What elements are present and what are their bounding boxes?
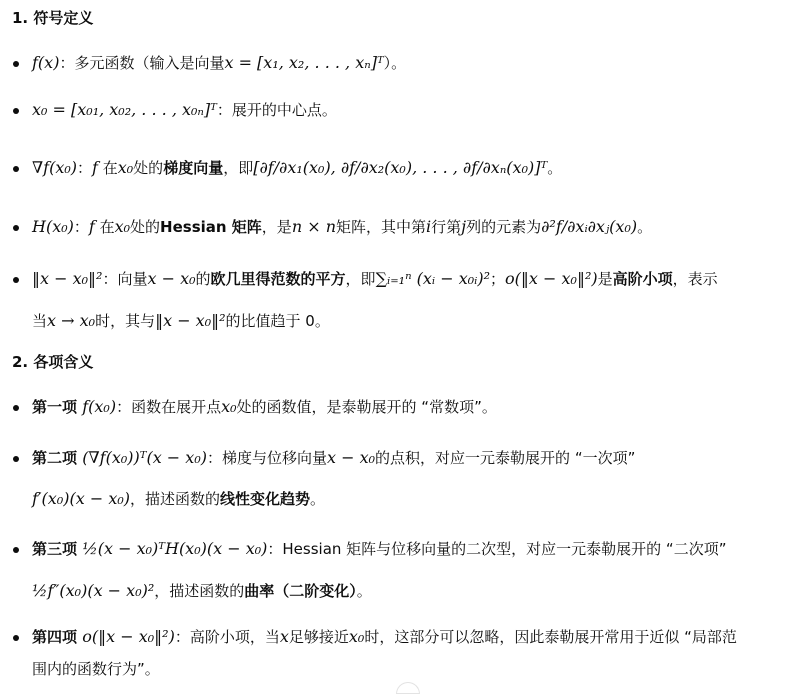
bullet-dot <box>13 225 19 231</box>
text-run: 的点积，对应一元泰勒展开的 “一次项” <box>375 449 636 467</box>
text-run: ：高阶小项，当 <box>174 628 280 646</box>
text-run: ： <box>77 159 93 177</box>
math-expression: i <box>426 217 432 236</box>
bullet-dot <box>13 456 19 462</box>
text-run: ，描述函数的 <box>154 582 245 600</box>
math-expression: ½f″(x₀)(x − x₀)² <box>32 581 155 600</box>
math-expression: n × n <box>291 217 336 236</box>
bullet-dot <box>13 277 19 283</box>
bold-term: Hessian 矩阵 <box>160 218 262 236</box>
math-expression: x₀ <box>221 397 237 416</box>
list-item-line <box>32 396 497 418</box>
text-run: 矩阵，其中第 <box>336 218 427 236</box>
text-run: ，是 <box>261 218 292 236</box>
text-run: ，即 <box>223 159 254 177</box>
text-run: ：函数在展开点 <box>116 398 222 416</box>
math-expression: x → x₀ <box>47 311 96 330</box>
math-expression: f(x₀) <box>82 397 117 416</box>
text-run: 。 <box>310 490 326 508</box>
text-run: 在 <box>94 218 115 236</box>
bullet-dot <box>13 166 19 172</box>
math-expression: f′(x₀)(x − x₀) <box>32 489 130 508</box>
math-expression: x₀ <box>114 217 131 236</box>
math-expression: x = [x₁, x₂, . . . , xₙ]ᵀ <box>224 53 384 72</box>
math-expression: f(x) <box>32 53 60 72</box>
math-expression: (∇f(x₀))ᵀ(x − x₀) <box>82 448 207 467</box>
list-item-line <box>32 626 737 648</box>
math-expression: H(x₀) <box>32 217 74 236</box>
scroll-down-button[interactable] <box>396 682 420 694</box>
text-run: 行第 <box>431 218 462 236</box>
bold-term: 梯度向量 <box>163 159 224 177</box>
text-run: ：多元函数（输入是向量 <box>59 54 225 72</box>
text-run: 在 <box>97 159 118 177</box>
section-heading: 1. 符号定义 <box>12 9 94 27</box>
text-run: 当 <box>32 312 48 330</box>
list-item-line <box>32 580 372 602</box>
math-expression: o(‖x − x₀‖²) <box>82 627 175 646</box>
section-heading: 2. 各项含义 <box>12 353 94 371</box>
list-item-line <box>32 538 726 560</box>
math-expression: ∑ᵢ₌₁ⁿ (xᵢ − x₀ᵢ)² <box>375 269 491 288</box>
math-expression: ½(x − x₀)ᵀH(x₀)(x − x₀) <box>82 539 268 558</box>
text-run: ，表示 <box>672 270 718 288</box>
text-run: ： <box>73 218 89 236</box>
bold-term: 曲率（二阶变化） <box>244 582 357 600</box>
text-run: 时，这部分可以忽略，因此泰勒展开常用于近似 “局部范 <box>364 628 737 646</box>
math-expression: o(‖x − x₀‖²) <box>505 269 598 288</box>
text-run: ：Hessian 矩阵与位移向量的二次型，对应一元泰勒展开的 “二次项” <box>267 540 727 558</box>
bold-term: 第二项 <box>32 449 83 467</box>
math-expression: ∇f(x₀) <box>32 158 78 177</box>
bullet-dot <box>13 108 19 114</box>
text-run: 处的函数值，是泰勒展开的 “常数项”。 <box>236 398 497 416</box>
list-item-line <box>32 99 337 121</box>
math-expression: j <box>461 217 467 236</box>
bold-term: 第三项 <box>32 540 83 558</box>
math-expression: [∂f/∂x₁(x₀), ∂f/∂x₂(x₀), . . . , ∂f/∂xₙ(x₀)]ᵀ <box>253 158 548 177</box>
math-expression: x − x₀ <box>327 448 376 467</box>
bold-term: 欧几里得范数的平方 <box>210 270 346 288</box>
math-expression: x − x₀ <box>147 269 196 288</box>
text-run: 。 <box>637 218 653 236</box>
math-expression: ‖x − x₀‖² <box>32 269 103 288</box>
list-item-line <box>32 310 330 332</box>
list-item-line <box>32 268 718 290</box>
text-run: 围内的函数行为”。 <box>32 660 160 678</box>
bullet-dot <box>13 61 19 67</box>
list-item-line <box>32 447 635 469</box>
text-run: 。 <box>356 582 372 600</box>
bold-term: 第一项 <box>32 398 83 416</box>
bullet-dot <box>13 547 19 553</box>
text-run: 的 <box>195 270 211 288</box>
text-run: ； <box>490 270 506 288</box>
text-run: 足够接近 <box>288 628 349 646</box>
text-run: 。 <box>547 159 563 177</box>
text-run: ，描述函数的 <box>130 490 221 508</box>
text-run: ：展开的中心点。 <box>216 101 337 119</box>
list-item-line <box>32 216 652 238</box>
text-run: 处的 <box>130 218 161 236</box>
text-run: 时，其与 <box>95 312 156 330</box>
text-run: ：梯度与位移向量 <box>206 449 327 467</box>
list-item-line <box>32 488 325 510</box>
text-run: 是 <box>597 270 613 288</box>
math-expression: ∂²f/∂xᵢ∂xⱼ(x₀) <box>541 217 638 236</box>
math-expression: x <box>279 627 289 646</box>
list-item-line <box>32 157 562 179</box>
bullet-dot <box>13 405 19 411</box>
text-run: ：向量 <box>102 270 148 288</box>
bold-term: 高阶小项 <box>612 270 673 288</box>
text-run: 列的元素为 <box>466 218 542 236</box>
math-expression: x₀ <box>117 158 134 177</box>
bold-term: 第四项 <box>32 628 83 646</box>
list-item-line <box>32 658 160 680</box>
math-expression: f <box>92 158 98 177</box>
text-run: 处的 <box>133 159 164 177</box>
text-run: ）。 <box>383 54 407 72</box>
math-expression: f <box>88 217 95 236</box>
text-run: ，即 <box>345 270 376 288</box>
text-run: 的比值趋于 0。 <box>225 312 330 330</box>
math-expression: x₀ = [x₀₁, x₀₂, . . . , x₀ₙ]ᵀ <box>32 100 217 119</box>
bullet-dot <box>13 635 19 641</box>
math-expression: x₀ <box>348 627 365 646</box>
math-expression: ‖x − x₀‖² <box>155 311 226 330</box>
bold-term: 线性变化趋势 <box>220 490 311 508</box>
list-item-line <box>32 52 406 74</box>
